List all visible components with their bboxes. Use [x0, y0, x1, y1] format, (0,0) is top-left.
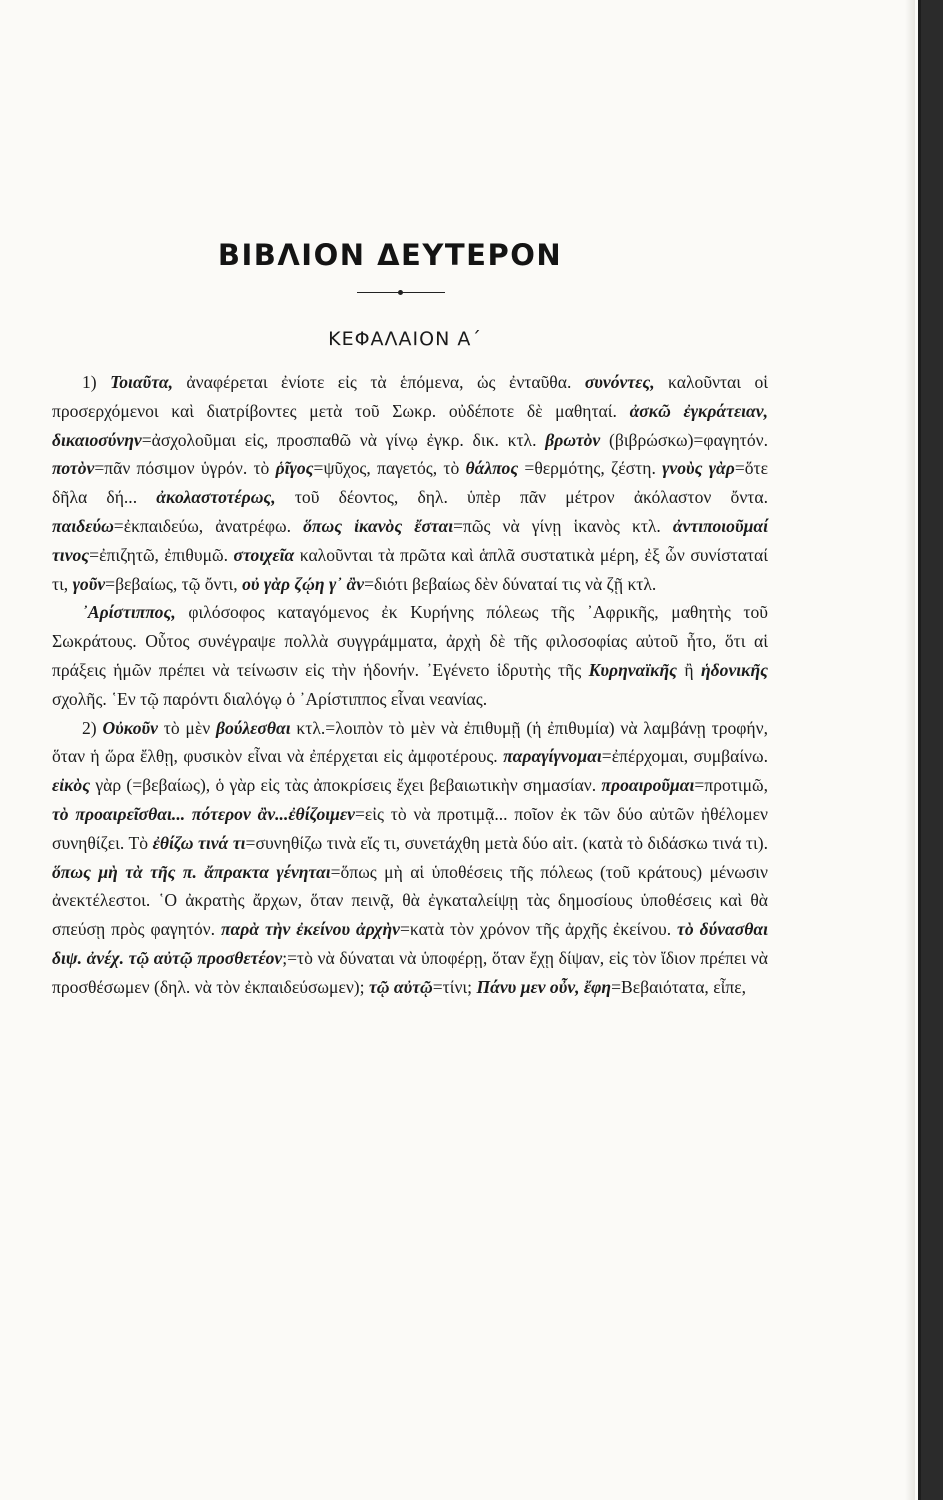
lemma: παραγίγνομαι — [503, 746, 602, 767]
gloss: κτλ.=λοιπὸν τὸ μὲν νὰ ἐπιθυμῇ (ἡ ἐπιθυμία) νὰ λαμβάνῃ τροφήν, ὅταν ἡ ὥρα ἔλθῃ, φυσικὸν εἶναι νὰ ἐπέρχεται εἰς ἀμφοτέρους. — [52, 717, 768, 767]
paragraph-note-2 — [52, 714, 768, 1002]
gloss: =ἐκπαιδεύω, ἀνατρέφω. — [113, 515, 304, 536]
lemma: παρὰ τὴν ἐκείνου ἀρχὴν — [220, 919, 400, 940]
lemma: οὐ γὰρ ζῴη γ᾽ ἂν — [242, 573, 365, 594]
gloss: =κατὰ τὸν χρόνον τῆς ἀρχῆς ἐκείνου. — [399, 919, 678, 940]
gloss: ἀναφέρεται ἐνίοτε εἰς τὰ ἑπόμενα, ὡς ἐνταῦθα. — [172, 372, 585, 392]
lemma: ἐθίζω τινά τι — [152, 832, 246, 853]
gloss: =πᾶν πόσιμον ὑγρόν. τὸ — [94, 458, 276, 479]
lemma: τῷ αὐτῷ — [368, 976, 433, 997]
lemma: ἀσκῶ ἐγκράτειαν, δικαιοσύνην — [52, 400, 769, 450]
gloss: =ψῦχος, παγετός, τὸ — [313, 458, 466, 479]
lemma: ῥῖγος — [275, 458, 314, 479]
lemma: γνοὺς γὰρ — [662, 458, 735, 479]
lemma: προαιροῦμαι — [601, 775, 695, 796]
lemma: ἀντιποιοῦμαί τινος — [52, 515, 769, 565]
gloss: =ἐπέρχομαι, συμβαίνω. — [601, 746, 768, 767]
lemma: εἰκὸς — [52, 775, 91, 796]
commentary-text — [52, 368, 768, 1002]
gloss: =συνηθίζω τινὰ εἴς τι, συνετάχθη μετὰ δύο αἰτ. (κατὰ τὸ διδάσκω τινά τι). — [245, 832, 768, 853]
gloss: =τίνι; — [432, 976, 477, 997]
gloss: =θερμότης, ζέστη. — [518, 458, 663, 479]
gloss: σχολῆς. ῾Εν τῷ παρόντι διαλόγῳ ὁ ᾽Αρίστιππος εἶναι νεανίας. — [52, 688, 488, 709]
gloss: =πῶς νὰ γίνῃ ἱκανὸς κτλ. — [453, 515, 673, 536]
lemma: ἡδονικῆς — [701, 659, 768, 680]
lemma: τὸ προαιρεῖσθαι... πότερον ἂν...ἐθίζοιμεν — [52, 803, 355, 824]
gloss: γὰρ (=βεβαίως), ὁ γὰρ εἰς τὰς ἀποκρίσεις ἔχει βεβαιωτικὴν σημασίαν. — [90, 775, 602, 796]
lemma: ὅπως μὴ τὰ τῆς π. ἄπρακτα γένηται — [52, 861, 331, 882]
gloss: =ὅτε δῆλα δή... — [52, 458, 768, 508]
gloss: =βεβαίως, τῷ ὄντι, — [105, 573, 243, 594]
paragraph-note-1 — [52, 368, 768, 598]
gloss: =διότι βεβαίως δὲν δύναταί τις νὰ ζῇ κτλ. — [364, 573, 657, 594]
gloss: =ἀσχολοῦμαι εἰς, προσπαθῶ νὰ γίνῳ ἐγκρ. δικ. κτλ. — [141, 429, 546, 450]
lemma: τὸ δύνασθαι διψ. ἀνέχ. τῷ αὐτῷ προσθετέον — [52, 919, 768, 968]
gloss: τὸ μὲν — [157, 717, 216, 738]
gloss: τοῦ δέοντος, δηλ. ὑπὲρ πᾶν μέτρον ἀκόλαστον ὄντα. — [275, 487, 768, 508]
gloss: ἢ — [677, 659, 702, 680]
lemma: Τοιαῦτα, — [110, 372, 173, 392]
lemma: βρωτὸν — [545, 429, 601, 450]
lemma: Κυρηναϊκῆς — [588, 659, 677, 680]
gloss: ;=τὸ νὰ δύναται νὰ ὑποφέρῃ, ὅταν ἔχῃ δίψαν, εἰς τὸν ἴδιον πρέπει νὰ προσθέσωμεν (δηλ. νὰ τὸν ἐκπαιδεύσωμεν); — [52, 947, 768, 997]
lemma: βούλεσθαι — [215, 717, 291, 738]
gloss: καλοῦνται τὰ πρῶτα καὶ ἁπλᾶ συστατικὰ μέρη, ἐξ ὧν συνίσταταί τι, — [52, 544, 768, 594]
lemma: ἀκολαστοτέρως, — [156, 487, 276, 508]
lemma: θάλπος — [465, 458, 519, 479]
lemma: στοιχεῖα — [233, 544, 295, 565]
lemma: Πάνυ μεν οὖν, ἔφη — [476, 976, 612, 997]
title-divider-ornament — [398, 290, 403, 295]
note-number: 2) — [82, 717, 97, 738]
lemma: ᾽Αρίστιππος, — [82, 602, 176, 623]
gloss: =ὅπως μὴ αἱ ὑποθέσεις τῆς πόλεως (τοῦ κράτους) μένωσιν ἀνεκτέλεστοι. ῾Ο ἀκρατὴς ἄρχων, ὅταν πεινᾷ, θὰ ἐγκαταλείψῃ τὰς δημοσίους ὑποθέσεις καὶ θὰ σπεύσῃ πρὸς φαγητόν. — [52, 861, 768, 940]
lemma: ποτὸν — [52, 458, 95, 479]
lemma: γοῦν — [72, 573, 106, 594]
gloss: =Βεβαιότατα, εἶπε, — [611, 976, 747, 997]
gloss: =ἐπιζητῶ, ἐπιθυμῶ. — [89, 544, 234, 565]
lemma: Οὐκοῦν — [102, 717, 158, 738]
gloss: καλοῦνται οἱ προσερχόμενοι καὶ διατρίβοντες μετὰ τοῦ Σωκρ. οὐδέποτε δὲ μαθηταί. — [52, 372, 768, 421]
page-edge-shadow — [905, 0, 915, 1500]
note-number: 1) — [82, 372, 97, 392]
gloss: (βιβρώσκω)=φαγητόν. — [600, 429, 768, 450]
gloss: =εἰς τὸ νὰ προτιμᾷ... ποῖον ἐκ τῶν δύο αὐτῶν ἠθέλομεν συνηθίζει. Τὸ — [52, 803, 768, 853]
chapter-title: ΚΕΦΑΛΑΙΟΝ Α΄ — [328, 328, 482, 350]
paragraph-aristippus — [52, 598, 768, 713]
lemma: ὅπως ἱκανὸς ἔσται — [303, 515, 454, 536]
gloss: φιλόσοφος καταγόμενος ἐκ Κυρήνης πόλεως τῆς ᾽Αφρικῆς, μαθητὴς τοῦ Σωκράτους. Οὗτος συνέγραψε πολλὰ συγγράμματα, ἀρχὴ δὲ τῆς φιλοσοφίας αὐτοῦ ἦτο, ὅτι αἱ πράξεις ἡμῶν πρέπει νὰ τείνωσιν εἰς τὴν ἡδονήν. ᾽Εγένετο ἱδρυτὴς τῆς — [52, 602, 768, 680]
book-title: ΒΙΒΛΙΟΝ ΔΕΥΤΕΡΟΝ — [217, 238, 563, 272]
lemma: παιδεύω — [52, 515, 114, 536]
gloss: =προτιμῶ, — [694, 775, 768, 796]
lemma: συνόντες, — [584, 372, 655, 392]
